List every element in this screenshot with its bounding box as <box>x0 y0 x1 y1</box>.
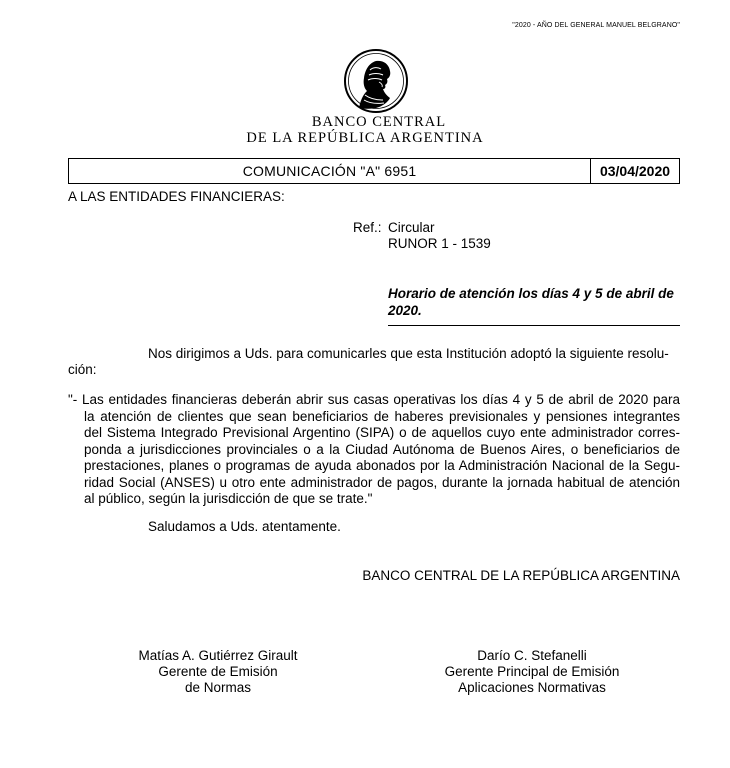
intro-line2: ción: <box>68 362 97 377</box>
bank-name-line2: DE LA REPÚBLICA ARGENTINA <box>246 130 484 146</box>
resolution-line: al público, según la jurisdicción de que se trate." <box>84 491 373 506</box>
subject-divider <box>388 325 680 326</box>
bank-name <box>0 114 730 146</box>
subject <box>388 286 674 319</box>
closing: Saludamos a Uds. atentamente. <box>148 519 341 534</box>
resolution-line: ponda a jurisdicciones provinciales o a la Ciudad Autónoma de Buenos Aires, o beneficiarios de <box>84 441 680 457</box>
reference-label: Ref.: <box>353 220 382 235</box>
intro-line1: Nos dirigimos a Uds. para comunicarles que esta Institución adoptó la siguiente resolu- <box>148 346 669 361</box>
resolution-line: "- Las entidades financieras deberán abrir sus casas operativas los días 4 y 5 de abril de 2020 para <box>68 392 680 407</box>
signatory-title: Gerente Principal de Emisión <box>444 664 620 679</box>
signatory-title: Gerente de Emisión <box>158 664 278 679</box>
resolution-line: la atención de clientes que sean beneficiarios de haberes previsionales y pensiones integrantes <box>84 408 680 424</box>
signatory-name: Matías A. Gutiérrez Girault <box>138 648 298 663</box>
communication-date: 03/04/2020 <box>590 159 679 183</box>
resolution-text <box>68 392 680 508</box>
signatory-title: de Normas <box>184 680 252 695</box>
reference-line2: RUNOR 1 - 1539 <box>388 236 491 251</box>
communication-header <box>68 158 680 184</box>
reference-line1: Circular <box>388 220 435 235</box>
resolution-line: prestaciones, planes o programas de ayuda abonados por la Administración Nacional de la Segu- <box>84 458 680 473</box>
resolution-line: ridad Social (ANSES) u otro ente administrador de pagos, durante la jornada habitual de atención <box>84 474 680 490</box>
signatory-left <box>118 648 318 696</box>
bank-name-line1: BANCO CENTRAL <box>311 114 447 130</box>
bcra-seal-icon <box>343 48 409 114</box>
signatory-name: Darío C. Stefanelli <box>477 648 587 663</box>
addressee: A LAS ENTIDADES FINANCIERAS: <box>68 189 285 204</box>
communication-title: COMUNICACIÓN "A" 6951 <box>242 163 417 179</box>
year-motto: "2020 - AÑO DEL GENERAL MANUEL BELGRANO" <box>512 22 680 29</box>
signoff: BANCO CENTRAL DE LA REPÚBLICA ARGENTINA <box>362 568 680 583</box>
resolution-line: del Sistema Integrado Previsional Argentino (SIPA) o de aquellos cuyo ente administrador corres- <box>84 425 680 440</box>
signatory-right <box>422 648 642 696</box>
subject-line1: Horario de atención los días 4 y 5 de abril de <box>388 286 674 301</box>
signatory-title: Aplicaciones Normativas <box>458 680 606 695</box>
subject-line2: 2020. <box>388 302 422 318</box>
